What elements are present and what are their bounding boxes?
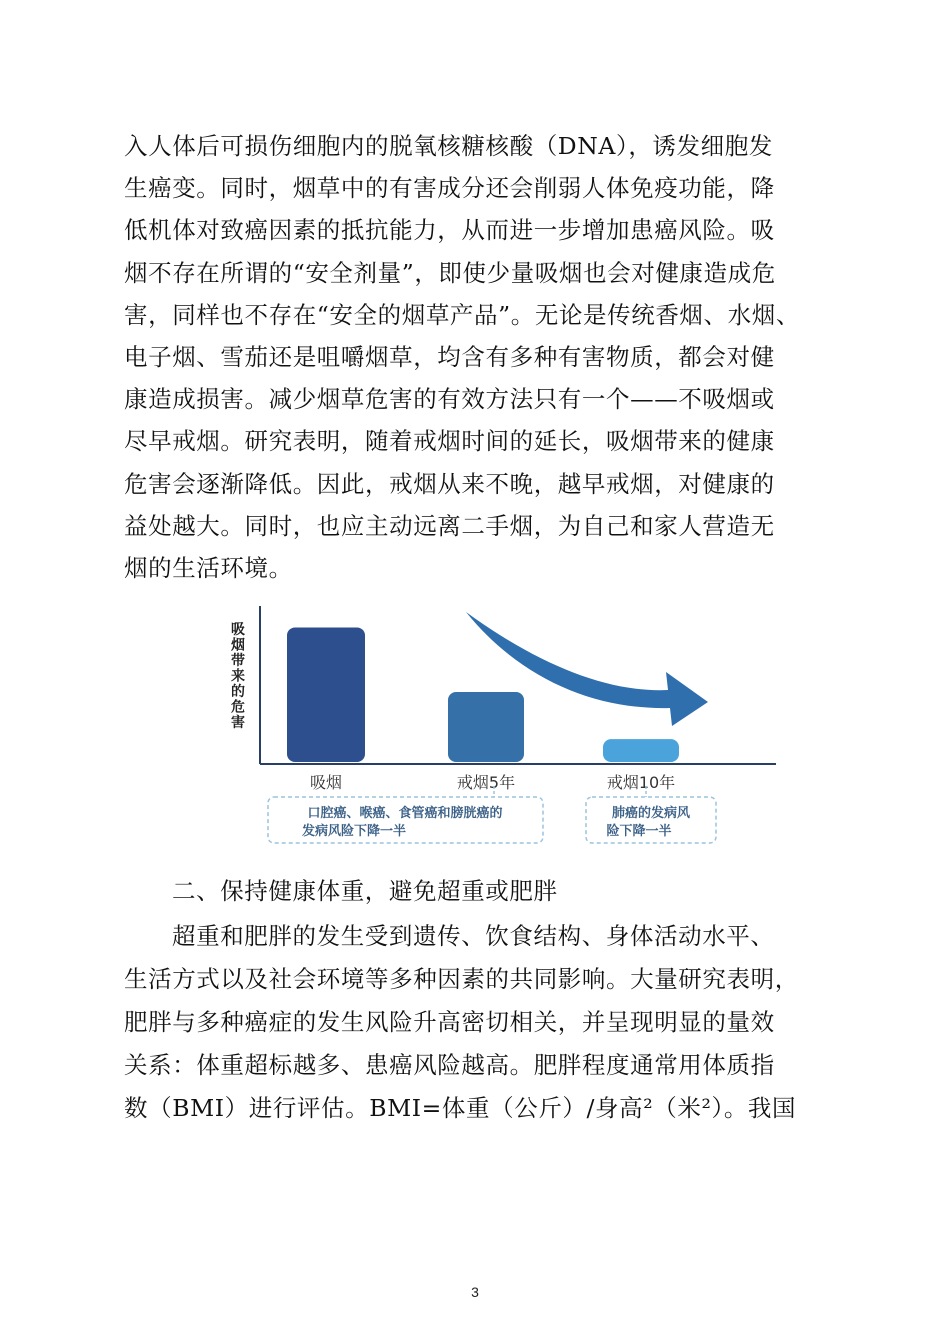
- y-axis-label-char: 害: [231, 715, 245, 731]
- callout-right-line-2: 险下降一半: [606, 824, 672, 839]
- y-axis-label-char: 带: [231, 653, 245, 669]
- callout-right-line-1: 肺癌的发病风: [611, 806, 691, 821]
- text-line: 生癌变。同时，烟草中的有害成分还会削弱人体免疫功能，降: [124, 174, 775, 203]
- y-axis-label-char: 的: [231, 684, 245, 700]
- text-line: 尽早戒烟。研究表明，随着戒烟时间的延长，吸烟带来的健康: [124, 427, 775, 456]
- text-line: 害，同样也不存在“安全的烟草产品”。无论是传统香烟、水烟、: [124, 300, 800, 329]
- bar-3: [603, 739, 679, 762]
- section-heading: 二、保持健康体重，避免超重或肥胖: [172, 877, 558, 905]
- y-axis-label-char: 烟: [231, 637, 245, 654]
- x-tick-label: 戒烟5年: [456, 773, 516, 792]
- text-line: 超重和肥胖的发生受到遗传、饮食结构、身体活动水平、: [172, 922, 775, 950]
- text-line: 危害会逐渐降低。因此，戒烟从来不晚，越早戒烟，对健康的: [124, 469, 775, 498]
- text-line: 数（BMI）进行评估。BMI=体重（公斤）/身高²（米²）。我国: [124, 1094, 797, 1122]
- text-line: 低机体对致癌因素的抵抗能力，从而进一步增加患癌风险。吸: [124, 216, 775, 245]
- x-tick-label: 吸烟: [309, 773, 343, 792]
- text-line: 肥胖与多种癌症的发生风险升高密切相关，并呈现明显的量效: [124, 1008, 775, 1036]
- y-axis-label: [230, 622, 245, 731]
- y-axis-label-char: 吸: [231, 622, 245, 638]
- text-line: 电子烟、雪茄还是咀嚼烟草，均含有多种有害物质，都会对健: [124, 343, 775, 372]
- y-axis-label-char: 危: [231, 699, 245, 716]
- smoking-cessation-figure: [176, 598, 786, 856]
- bar-chart: [176, 598, 786, 856]
- text-line: 入人体后可损伤细胞内的脱氧核糖核酸（DNA），诱发细胞发: [124, 132, 773, 160]
- paragraph-obesity: [124, 915, 824, 1130]
- text-line: 康造成损害。减少烟草危害的有效方法只有一个——不吸烟或: [124, 385, 775, 414]
- page-number: 3: [471, 1284, 479, 1300]
- text-line: 烟的生活环境。: [124, 554, 293, 583]
- callout-left-line-1: 口腔癌、喉癌、食管癌和膀胱癌的: [307, 806, 503, 821]
- callout-left-line-2: 发病风险下降一半: [301, 824, 407, 839]
- text-line: 关系：体重超标越多、患癌风险越高。肥胖程度通常用体质指: [124, 1051, 775, 1079]
- y-axis-label-char: 来: [231, 668, 245, 685]
- text-line: 生活方式以及社会环境等多种因素的共同影响。大量研究表明，: [124, 965, 799, 993]
- bar-1: [287, 627, 365, 762]
- text-line: 益处越大。同时，也应主动远离二手烟，为自己和家人营造无: [124, 511, 775, 540]
- x-tick-label: 戒烟10年: [606, 773, 676, 792]
- bar-2: [448, 692, 524, 762]
- paragraph-smoking-harm: [124, 125, 824, 589]
- text-line: 烟不存在所谓的“安全剂量”，即使少量吸烟也会对健康造成危: [124, 258, 776, 287]
